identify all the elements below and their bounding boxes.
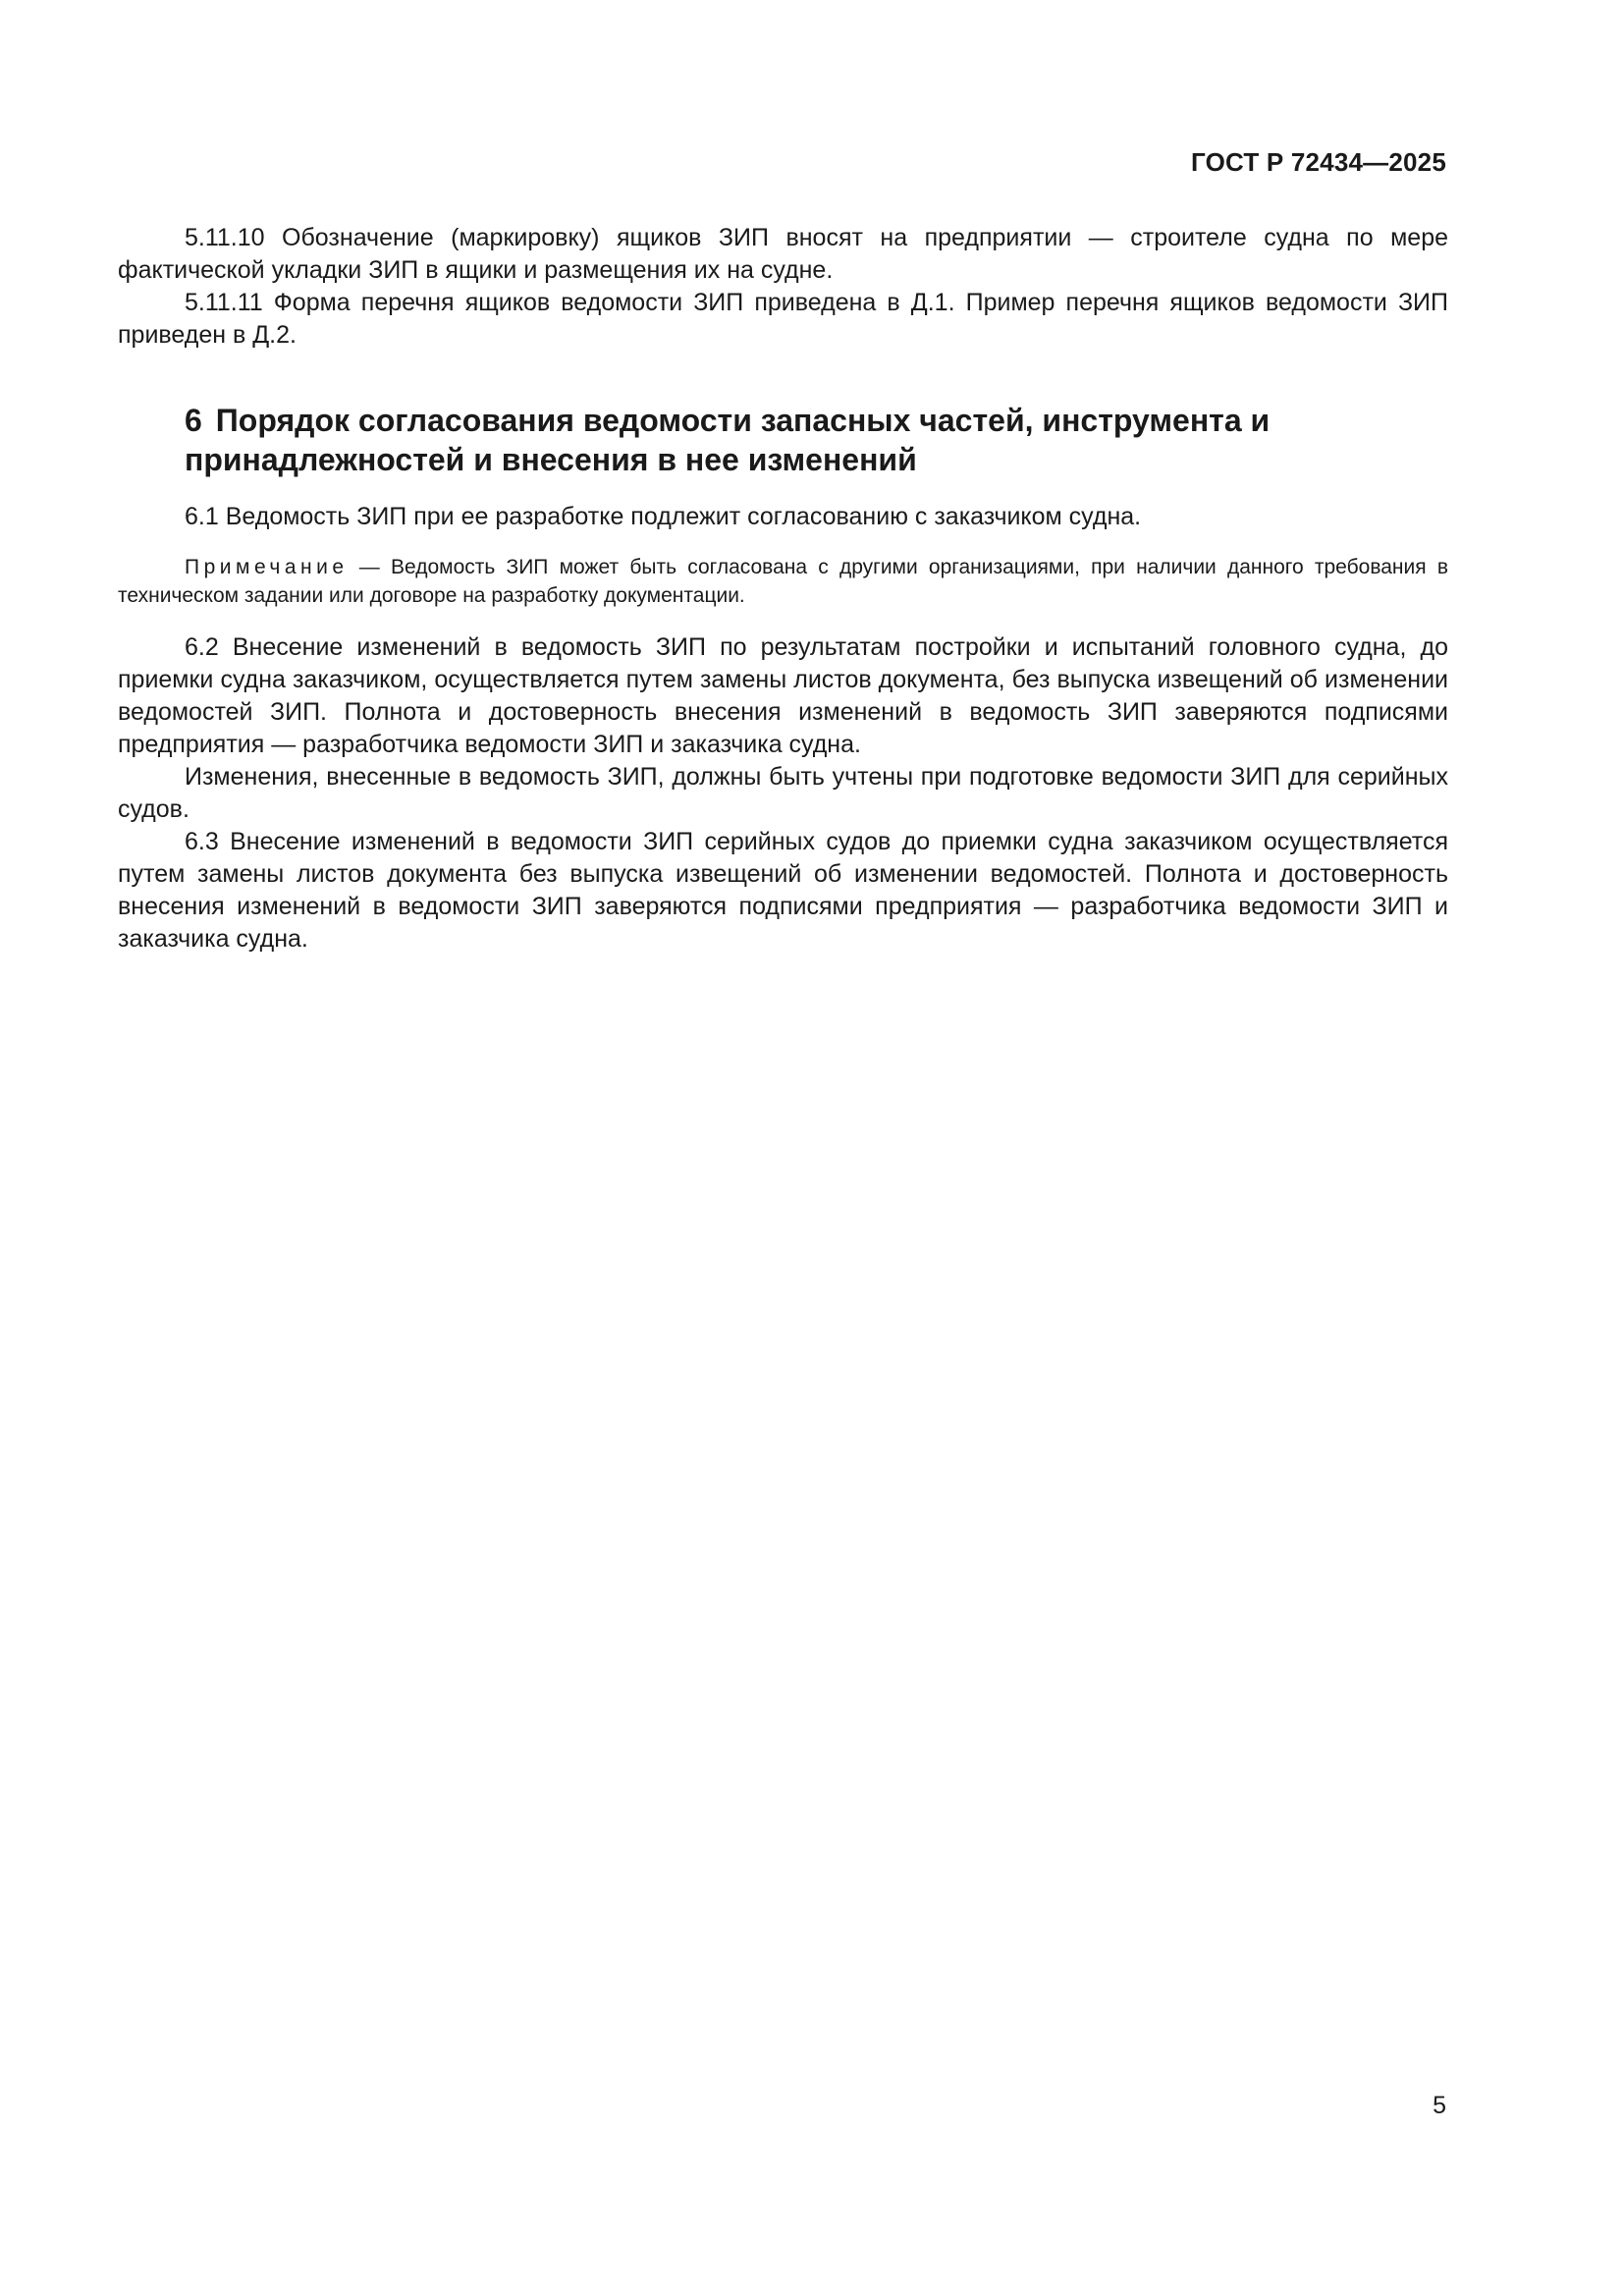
note-text: — Ведомость ЗИП может быть согласована с другими организациями, при наличии данного требования в техническом задании или договоре на разработку документации. bbox=[118, 556, 1448, 607]
page-number: 5 bbox=[1433, 2092, 1446, 2119]
section-title: Порядок согласования ведомости запасных частей, инструмента и принадлежностей и внесения в нее изменений bbox=[185, 403, 1271, 477]
note bbox=[118, 553, 1448, 610]
note-label: Примечание bbox=[185, 556, 349, 578]
paragraph-6-2: 6.2 Внесение изменений в ведомость ЗИП по результатам постройки и испытаний головного судна, до приемки судна заказчиком, осуществляется путем замены листов документа, без выпуска извещений об изменении ведомостей ЗИП. Полнота и достоверность внесения изменений в ведомость ЗИП заверяются подписями предприятия — разработчика ведомости ЗИП и заказчика судна. bbox=[118, 633, 1448, 758]
document-code-header: ГОСТ Р 72434—2025 bbox=[1191, 147, 1446, 177]
page-content bbox=[118, 222, 1448, 956]
paragraph-6-3: 6.3 Внесение изменений в ведомости ЗИП серийных судов до приемки судна заказчиком осуществляется путем замены листов документа без выпуска извещений об изменении ведомостей. Полнота и достоверность внесения изменений в ведомости ЗИП заверяются подписями предприятия — разработчика ведомости ЗИП и заказчика судна. bbox=[118, 828, 1448, 953]
paragraph-6-2-continued: Изменения, внесенные в ведомость ЗИП, должны быть учтены при подготовке ведомости ЗИП для серийных судов. bbox=[118, 763, 1448, 823]
paragraph-5-11-10: 5.11.10 Обозначение (маркировку) ящиков ЗИП вносят на предприятии — строителе судна по мере фактической укладки ЗИП в ящики и размещения их на судне. bbox=[118, 224, 1448, 284]
paragraph-5-11-11: 5.11.11 Форма перечня ящиков ведомости ЗИП приведена в Д.1. Пример перечня ящиков ведомости ЗИП приведен в Д.2. bbox=[118, 289, 1448, 349]
section-heading bbox=[118, 401, 1363, 479]
section-number: 6 bbox=[185, 403, 202, 438]
paragraph-6-1: 6.1 Ведомость ЗИП при ее разработке подлежит согласованию с заказчиком судна. bbox=[185, 503, 1142, 530]
